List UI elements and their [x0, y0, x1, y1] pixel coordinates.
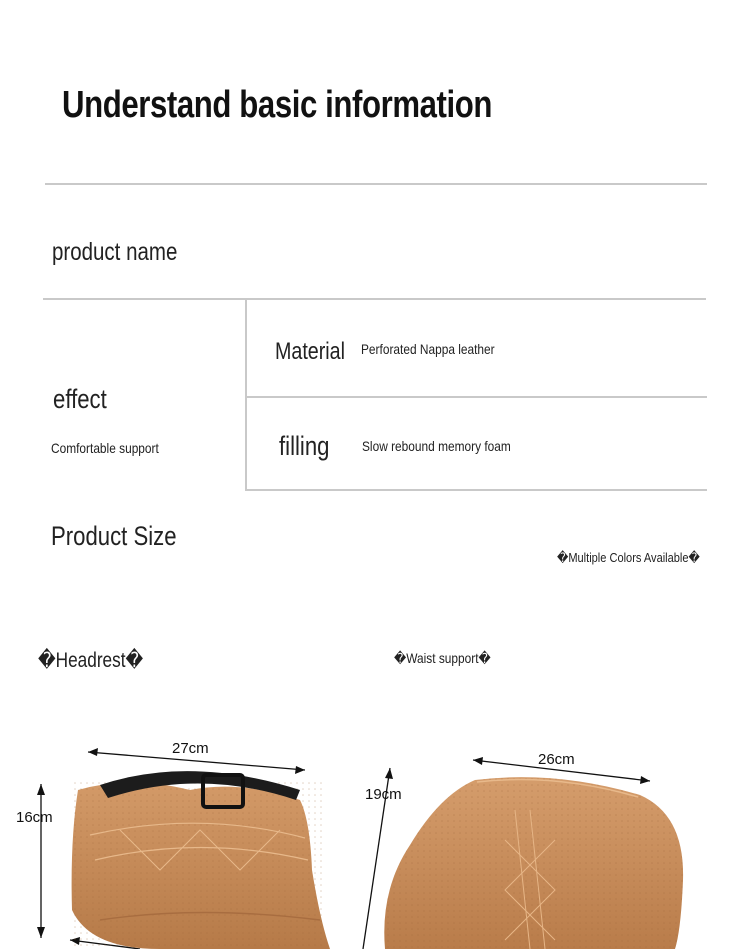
material-label: Material	[275, 338, 345, 365]
divider-top	[45, 183, 707, 185]
filling-value: Slow rebound memory foam	[362, 438, 511, 454]
divider-material	[247, 396, 707, 398]
material-value: Perforated Nappa leather	[361, 341, 495, 357]
headrest-label: �Headrest�	[38, 649, 144, 672]
effect-label: effect	[53, 384, 107, 414]
waist-height-label: 19cm	[365, 786, 402, 803]
divider-bottom	[247, 489, 707, 491]
waist-width-label: 26cm	[538, 751, 575, 768]
headrest-height-label: 16cm	[16, 809, 53, 826]
waist-support-label: �Waist support�	[394, 650, 491, 666]
colors-note: �Multiple Colors Available�	[557, 550, 700, 565]
headrest-width-label: 27cm	[172, 740, 209, 757]
waist-support-image	[355, 740, 750, 949]
page-title: Understand basic information	[62, 84, 493, 126]
effect-value: Comfortable support	[51, 440, 159, 456]
product-size-title: Product Size	[51, 521, 177, 551]
filling-label: filling	[279, 431, 330, 461]
product-name-label: product name	[52, 238, 178, 266]
headrest-image	[0, 720, 350, 949]
divider-product-name	[43, 298, 706, 300]
